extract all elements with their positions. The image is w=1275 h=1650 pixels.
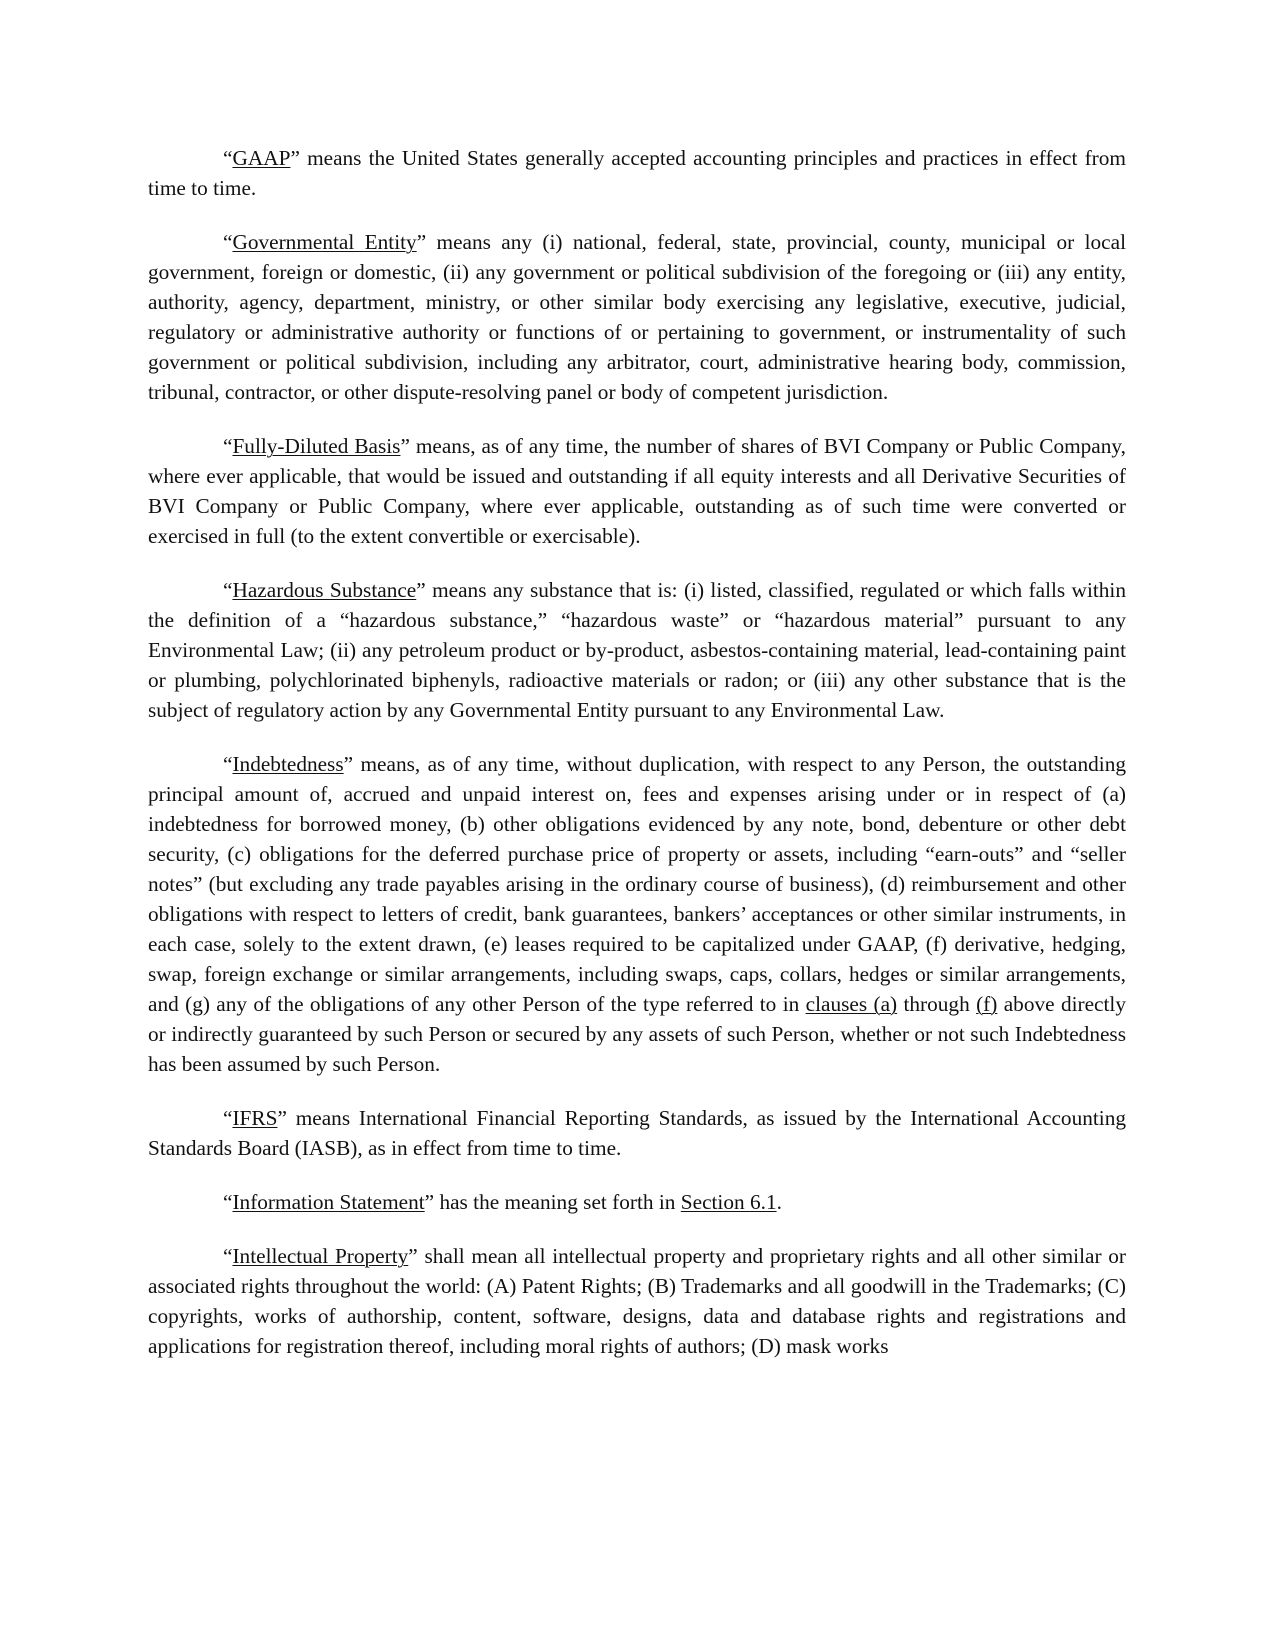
definition-hazardous-substance [148, 575, 1126, 725]
definition-indebtedness [148, 749, 1126, 1079]
open-quote: “ [223, 434, 233, 458]
definition-text: ” means, as of any time, without duplication, with respect to any Person, the outstanding principal amount of, accrued and unpaid interest on, fees and expenses arising under or in respect of (a) indebtedness for borrowed money, (b) other obligations evidenced by any note, bond, debenture or other debt security, (c) obligations for the deferred purchase price of property or assets, including “earn-outs” and “seller notes” (but excluding any trade payables arising in the ordinary course of business), (d) reimbursement and other obligations with respect to letters of credit, bank guarantees, bankers’ acceptances or other similar instruments, in each case, solely to the extent drawn, (e) leases required to be capitalized under GAAP, (f) derivative, hedging, swap, foreign exchange or similar arrangements, including swaps, caps, collars, hedges or similar arrangements, and (g) any of the obligations of any other Person of the type referred to in [148, 752, 1126, 1016]
cross-reference-section-6-1: Section 6.1 [680, 1190, 777, 1214]
definition-text-tail: above directly or indirectly guaranteed by such Person or secured by any assets of such Person, whether or not such Indebtedness has been assumed by such Person. [148, 992, 1126, 1076]
definition-ifrs [148, 1103, 1126, 1163]
defined-term: Information Statement [232, 1190, 425, 1214]
defined-term: Hazardous Substance [232, 578, 417, 602]
defined-term: GAAP [232, 146, 291, 170]
open-quote: “ [223, 1190, 233, 1214]
definition-text: ” means International Financial Reporting Standards, as issued by the International Accounting Standards Board (IASB), as in effect from time to time. [148, 1106, 1126, 1160]
defined-term: IFRS [232, 1106, 278, 1130]
open-quote: “ [223, 752, 233, 776]
cross-reference-clauses-a: clauses (a) [805, 992, 898, 1016]
definition-intellectual-property [148, 1241, 1126, 1361]
definition-fully-diluted-basis [148, 431, 1126, 551]
definition-text: ” means any substance that is: (i) listed, classified, regulated or which falls within the definition of a “hazardous substance,” “hazardous waste” or “hazardous material” pursuant to any Environmental Law; (ii) any petroleum product or by-product, asbestos-containing material, lead-containing paint or plumbing, polychlorinated biphenyls, radioactive materials or radon; or (iii) any other substance that is the subject of regulatory action by any Governmental Entity pursuant to any Environmental Law. [148, 578, 1126, 722]
open-quote: “ [223, 230, 233, 254]
open-quote: “ [223, 578, 233, 602]
definition-text: ” means, as of any time, the number of shares of BVI Company or Public Company, where ever applicable, that would be issued and outstanding if all equity interests and all Derivative Securities of BVI Company or Public Company, where ever applicable, outstanding as of such time were converted or exercised in full (to the extent convertible or exercisable). [148, 434, 1126, 548]
defined-term: Indebtedness [232, 752, 344, 776]
definition-gaap [148, 143, 1126, 203]
definition-governmental-entity [148, 227, 1126, 407]
defined-term: Fully-Diluted Basis [232, 434, 401, 458]
cross-reference-f: (f) [976, 992, 998, 1016]
defined-term: Governmental Entity [232, 230, 417, 254]
definition-text-tail: . [776, 1190, 782, 1214]
open-quote: “ [223, 1244, 233, 1268]
document-page [148, 143, 1126, 1385]
definition-text-mid: through [897, 992, 977, 1016]
defined-term: Intellectual Property [232, 1244, 409, 1268]
open-quote: “ [223, 146, 233, 170]
definition-text: ” means any (i) national, federal, state, provincial, county, municipal or local government, foreign or domestic, (ii) any government or political subdivision of the foregoing or (iii) any entity, authority, agency, department, ministry, or other similar body exercising any legislative, executive, judicial, regulatory or administrative authority or functions of or pertaining to government, or instrumentality of such government or political subdivision, including any arbitrator, court, administrative hearing body, commission, tribunal, contractor, or other dispute-resolving panel or body of competent jurisdiction. [148, 230, 1126, 404]
definition-text: ” shall mean all intellectual property and proprietary rights and all other similar or associated rights throughout the world: (A) Patent Rights; (B) Trademarks and all goodwill in the Trademarks; (C) copyrights, works of authorship, content, software, designs, data and database rights and registrations and applications for registration thereof, including moral rights of authors; (D) mask works [148, 1244, 1126, 1358]
definition-information-statement [148, 1187, 1126, 1217]
open-quote: “ [223, 1106, 233, 1130]
definition-text: ” has the meaning set forth in [424, 1190, 681, 1214]
definition-text: ” means the United States generally accepted accounting principles and practices in effect from time to time. [148, 146, 1126, 200]
